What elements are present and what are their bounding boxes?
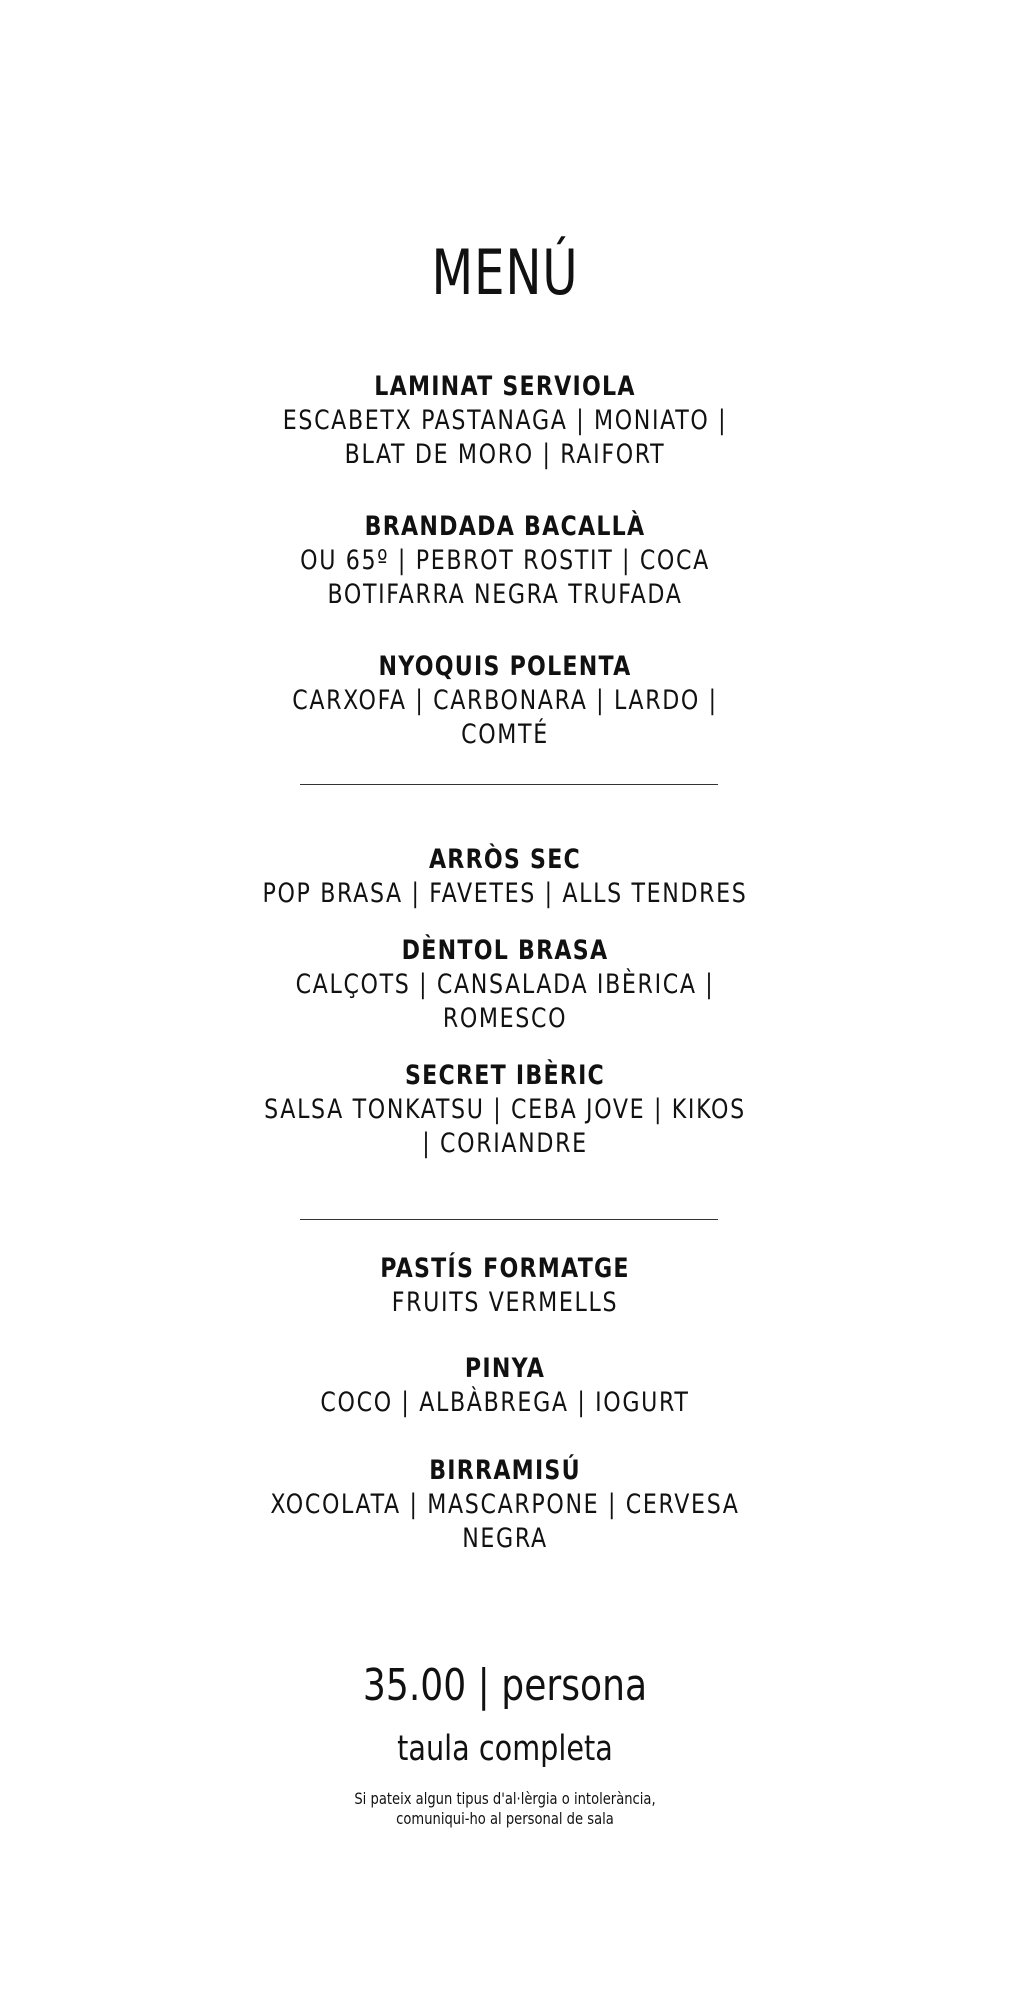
dish-name: SECRET IBÈRIC bbox=[404, 1060, 606, 1091]
allergy-note-line: comuniqui-ho al personal de sala bbox=[396, 1809, 614, 1828]
menu-title: MENÚ bbox=[431, 236, 579, 309]
dish-description: XOCOLATA | MASCARPONE | CERVESA NEGRA bbox=[270, 1489, 740, 1554]
dish-description: POP BRASA | FAVETES | ALLS TENDRES bbox=[262, 878, 748, 909]
dish-item bbox=[0, 1454, 1010, 1556]
dish-name: LAMINAT SERVIOLA bbox=[374, 371, 636, 402]
dish-item bbox=[0, 1352, 1010, 1420]
dish-name: DÈNTOL BRASA bbox=[401, 935, 609, 966]
dish-description: ESCABETX PASTANAGA | MONIATO | BLAT DE MORO | RAIFORT bbox=[282, 405, 728, 470]
dish-item bbox=[0, 370, 1010, 472]
dish-item bbox=[0, 650, 1010, 752]
dish-name: BIRRAMISÚ bbox=[429, 1455, 581, 1486]
dish-item bbox=[0, 843, 1010, 911]
dish-item bbox=[0, 934, 1010, 1036]
price-per-person: 35.00 | persona bbox=[362, 1660, 648, 1711]
dish-name: NYOQUIS POLENTA bbox=[378, 651, 632, 682]
allergy-note bbox=[91, 1789, 919, 1829]
dish-name: BRANDADA BACALLÀ bbox=[364, 511, 646, 542]
dish-item bbox=[0, 1059, 1010, 1161]
section-divider bbox=[300, 1219, 718, 1220]
section-divider bbox=[300, 784, 718, 785]
dish-name: PASTÍS FORMATGE bbox=[380, 1253, 630, 1284]
dish-name: PINYA bbox=[464, 1353, 546, 1384]
dish-description: COCO | ALBÀBREGA | IOGURT bbox=[320, 1387, 690, 1418]
allergy-note-line: Si pateix algun tipus d'al·lèrgia o intolerància, bbox=[354, 1789, 656, 1808]
dish-description: CARXOFA | CARBONARA | LARDO | COMTÉ bbox=[292, 685, 718, 750]
dish-description: SALSA TONKATSU | CEBA JOVE | KIKOS | CORIANDRE bbox=[264, 1094, 746, 1159]
full-table-note: taula completa bbox=[397, 1729, 613, 1769]
dish-description: FRUITS VERMELLS bbox=[391, 1287, 619, 1318]
dish-name: ARRÒS SEC bbox=[428, 844, 582, 875]
dish-item bbox=[0, 510, 1010, 612]
dish-item bbox=[0, 1252, 1010, 1320]
dish-description: CALÇOTS | CANSALADA IBÈRICA | ROMESCO bbox=[295, 969, 715, 1034]
dish-description: OU 65º | PEBROT ROSTIT | COCA BOTIFARRA NEGRA TRUFADA bbox=[300, 545, 710, 610]
